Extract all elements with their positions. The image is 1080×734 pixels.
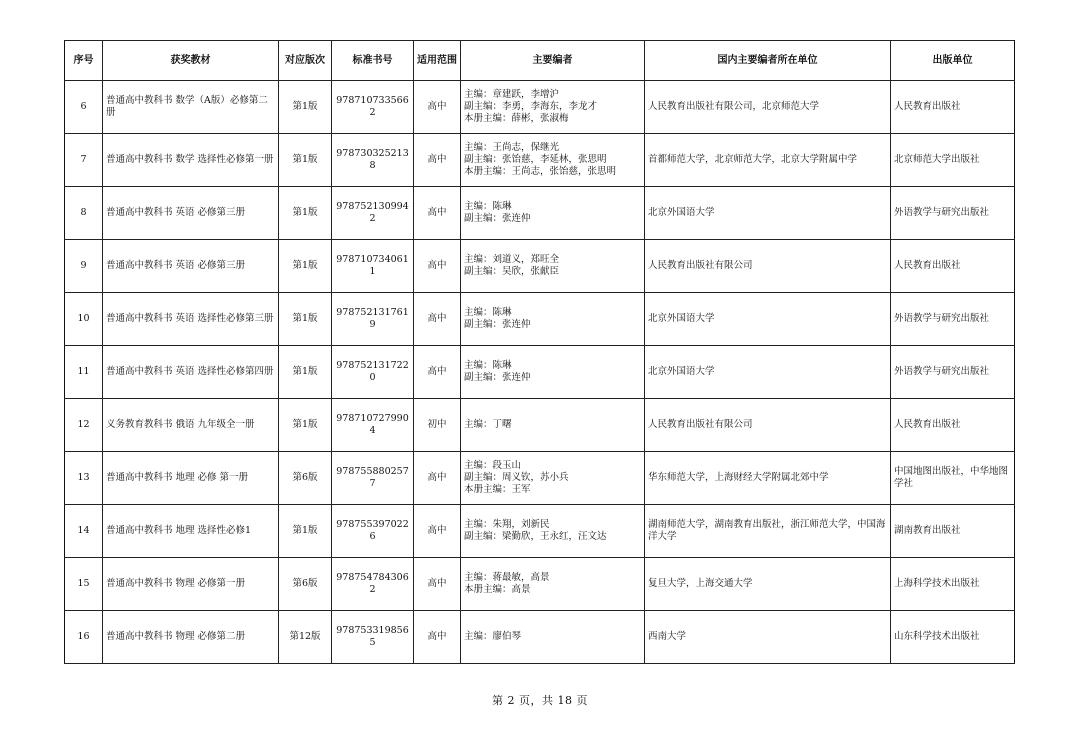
cell-scope: 初中 bbox=[414, 399, 461, 452]
cell-units: 北京外国语大学 bbox=[645, 346, 891, 399]
cell-title: 普通高中教科书 英语 必修第三册 bbox=[103, 240, 279, 293]
editor-line: 副主编：张连仲 bbox=[464, 319, 531, 330]
cell-edition: 第1版 bbox=[279, 346, 332, 399]
page-footer: 第 2 页，共 18 页 bbox=[492, 694, 588, 707]
cell-title: 普通高中教科书 物理 必修第一册 bbox=[103, 558, 279, 611]
cell-seq: 8 bbox=[65, 187, 103, 240]
cell-title: 普通高中教科书 地理 必修 第一册 bbox=[103, 452, 279, 505]
cell-publisher: 北京师范大学出版社 bbox=[891, 134, 1015, 187]
editor-line: 副主编：梁勤欣，王永红，汪文达 bbox=[464, 531, 607, 542]
header-publisher: 出版单位 bbox=[891, 41, 1015, 81]
cell-units: 湖南师范大学，湖南教育出版社，浙江师范大学，中国海洋大学 bbox=[645, 505, 891, 558]
cell-publisher: 中国地图出版社，中华地图学社 bbox=[891, 452, 1015, 505]
header-isbn: 标准书号 bbox=[332, 41, 414, 81]
cell-editors bbox=[461, 134, 645, 187]
header-seq: 序号 bbox=[65, 41, 103, 81]
editor-line: 副主编：张连仲 bbox=[464, 372, 531, 383]
editor-line: 主编：蒋最敏，高景 bbox=[464, 572, 550, 583]
cell-isbn: 9787533198565 bbox=[332, 611, 414, 664]
cell-seq: 11 bbox=[65, 346, 103, 399]
cell-title: 普通高中教科书 英语 选择性必修第四册 bbox=[103, 346, 279, 399]
editor-line: 本册主编：王尚志，张饴慈，张思明 bbox=[464, 166, 617, 177]
editor-line: 主编：陈琳 bbox=[464, 360, 512, 371]
cell-isbn: 9787107279904 bbox=[332, 399, 414, 452]
header-scope: 适用范围 bbox=[414, 41, 461, 81]
cell-publisher: 山东科学技术出版社 bbox=[891, 611, 1015, 664]
cell-publisher: 湖南教育出版社 bbox=[891, 505, 1015, 558]
cell-seq: 12 bbox=[65, 399, 103, 452]
cell-isbn: 9787547843062 bbox=[332, 558, 414, 611]
editor-line: 主编：陈琳 bbox=[464, 201, 512, 212]
editor-line: 本册主编：薛彬，张淑梅 bbox=[464, 113, 569, 124]
cell-editors bbox=[461, 293, 645, 346]
cell-title: 普通高中教科书 物理 必修第二册 bbox=[103, 611, 279, 664]
cell-publisher: 人民教育出版社 bbox=[891, 81, 1015, 134]
cell-units: 人民教育出版社有限公司 bbox=[645, 399, 891, 452]
editor-line: 主编：王尚志，保继光 bbox=[464, 142, 560, 153]
cell-units: 北京外国语大学 bbox=[645, 293, 891, 346]
cell-editors bbox=[461, 346, 645, 399]
cell-isbn: 9787521317220 bbox=[332, 346, 414, 399]
cell-publisher: 人民教育出版社 bbox=[891, 399, 1015, 452]
header-units: 国内主要编者所在单位 bbox=[645, 41, 891, 81]
cell-title: 普通高中教科书 英语 必修第三册 bbox=[103, 187, 279, 240]
header-edition: 对应版次 bbox=[279, 41, 332, 81]
cell-seq: 7 bbox=[65, 134, 103, 187]
editor-line: 副主编：张连仲 bbox=[464, 213, 531, 224]
table-row bbox=[65, 81, 1015, 134]
cell-isbn: 9787521309942 bbox=[332, 187, 414, 240]
header-row bbox=[65, 41, 1015, 81]
cell-edition: 第1版 bbox=[279, 134, 332, 187]
awards-table bbox=[64, 40, 1015, 664]
cell-editors bbox=[461, 399, 645, 452]
cell-edition: 第12版 bbox=[279, 611, 332, 664]
header-title: 获奖教材 bbox=[103, 41, 279, 81]
cell-scope: 高中 bbox=[414, 134, 461, 187]
editor-line: 副主编：吴欣，张献臣 bbox=[464, 266, 560, 277]
editor-line: 主编：章建跃，李增沪 bbox=[464, 89, 560, 100]
cell-isbn: 9787558802577 bbox=[332, 452, 414, 505]
cell-editors bbox=[461, 452, 645, 505]
cell-editors bbox=[461, 240, 645, 293]
cell-editors bbox=[461, 611, 645, 664]
table-row bbox=[65, 452, 1015, 505]
cell-scope: 高中 bbox=[414, 187, 461, 240]
cell-publisher: 外语教学与研究出版社 bbox=[891, 187, 1015, 240]
table-row bbox=[65, 611, 1015, 664]
cell-isbn: 9787107340611 bbox=[332, 240, 414, 293]
cell-units: 人民教育出版社有限公司 bbox=[645, 240, 891, 293]
cell-seq: 9 bbox=[65, 240, 103, 293]
cell-edition: 第1版 bbox=[279, 505, 332, 558]
cell-units: 复旦大学，上海交通大学 bbox=[645, 558, 891, 611]
cell-editors bbox=[461, 505, 645, 558]
cell-edition: 第1版 bbox=[279, 399, 332, 452]
cell-edition: 第6版 bbox=[279, 558, 332, 611]
cell-isbn: 9787521317619 bbox=[332, 293, 414, 346]
cell-title: 义务教育教科书 俄语 九年级全一册 bbox=[103, 399, 279, 452]
cell-seq: 10 bbox=[65, 293, 103, 346]
cell-title: 普通高中教科书 数学 选择性必修第一册 bbox=[103, 134, 279, 187]
cell-scope: 高中 bbox=[414, 81, 461, 134]
editor-line: 主编：段玉山 bbox=[464, 460, 522, 471]
cell-scope: 高中 bbox=[414, 293, 461, 346]
table-row bbox=[65, 399, 1015, 452]
cell-publisher: 外语教学与研究出版社 bbox=[891, 293, 1015, 346]
cell-scope: 高中 bbox=[414, 346, 461, 399]
cell-edition: 第1版 bbox=[279, 293, 332, 346]
cell-isbn: 9787107335662 bbox=[332, 81, 414, 134]
editor-line: 副主编：李勇，李海东，李龙才 bbox=[464, 101, 598, 112]
cell-isbn: 9787553970226 bbox=[332, 505, 414, 558]
editor-line: 主编：廖伯琴 bbox=[464, 631, 522, 642]
cell-seq: 16 bbox=[65, 611, 103, 664]
cell-editors bbox=[461, 81, 645, 134]
editor-line: 主编：丁曙 bbox=[464, 419, 512, 430]
cell-units: 西南大学 bbox=[645, 611, 891, 664]
editor-line: 主编：朱翔，刘新民 bbox=[464, 519, 550, 530]
header-editors: 主要编者 bbox=[461, 41, 645, 81]
cell-title: 普通高中教科书 英语 选择性必修第三册 bbox=[103, 293, 279, 346]
editor-line: 本册主编：高景 bbox=[464, 584, 531, 595]
table-row bbox=[65, 558, 1015, 611]
cell-edition: 第6版 bbox=[279, 452, 332, 505]
table-row bbox=[65, 240, 1015, 293]
cell-seq: 14 bbox=[65, 505, 103, 558]
cell-isbn: 9787303252138 bbox=[332, 134, 414, 187]
editor-line: 副主编：周义钦，苏小兵 bbox=[464, 472, 569, 483]
table-row bbox=[65, 346, 1015, 399]
cell-editors bbox=[461, 558, 645, 611]
table-row bbox=[65, 134, 1015, 187]
cell-publisher: 上海科学技术出版社 bbox=[891, 558, 1015, 611]
cell-scope: 高中 bbox=[414, 505, 461, 558]
cell-seq: 13 bbox=[65, 452, 103, 505]
cell-scope: 高中 bbox=[414, 452, 461, 505]
table-row bbox=[65, 187, 1015, 240]
cell-title: 普通高中教科书 地理 选择性必修1 bbox=[103, 505, 279, 558]
cell-units: 人民教育出版社有限公司，北京师范大学 bbox=[645, 81, 891, 134]
cell-scope: 高中 bbox=[414, 240, 461, 293]
editor-line: 副主编：张饴慈，李延林，张思明 bbox=[464, 154, 607, 165]
cell-units: 首都师范大学，北京师范大学，北京大学附属中学 bbox=[645, 134, 891, 187]
cell-scope: 高中 bbox=[414, 558, 461, 611]
editor-line: 本册主编：王军 bbox=[464, 484, 531, 495]
cell-edition: 第1版 bbox=[279, 187, 332, 240]
cell-editors bbox=[461, 187, 645, 240]
cell-units: 华东师范大学，上海财经大学附属北郊中学 bbox=[645, 452, 891, 505]
cell-scope: 高中 bbox=[414, 611, 461, 664]
cell-seq: 15 bbox=[65, 558, 103, 611]
awards-table-sheet bbox=[64, 40, 1014, 664]
cell-seq: 6 bbox=[65, 81, 103, 134]
cell-publisher: 外语教学与研究出版社 bbox=[891, 346, 1015, 399]
cell-edition: 第1版 bbox=[279, 81, 332, 134]
cell-publisher: 人民教育出版社 bbox=[891, 240, 1015, 293]
table-row bbox=[65, 293, 1015, 346]
cell-title: 普通高中教科书 数学（A版）必修第二册 bbox=[103, 81, 279, 134]
editor-line: 主编：刘道义，郑旺全 bbox=[464, 254, 560, 265]
cell-units: 北京外国语大学 bbox=[645, 187, 891, 240]
table-row bbox=[65, 505, 1015, 558]
editor-line: 主编：陈琳 bbox=[464, 307, 512, 318]
cell-edition: 第1版 bbox=[279, 240, 332, 293]
